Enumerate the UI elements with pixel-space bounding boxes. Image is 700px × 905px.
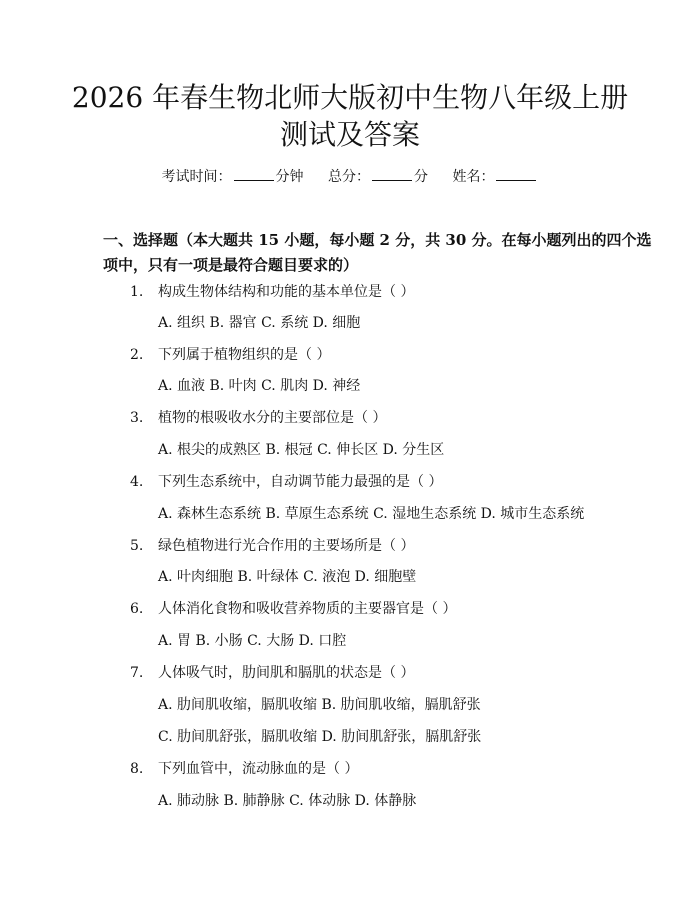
exam-meta bbox=[0, 168, 700, 186]
question-number: 6. bbox=[130, 601, 144, 617]
question-number: 1. bbox=[130, 284, 144, 300]
total-score bbox=[328, 168, 428, 186]
question-3 bbox=[130, 409, 650, 427]
question-6-options: A. 胃 B. 小肠 C. 大肠 D. 口腔 bbox=[158, 633, 347, 649]
page-title-line-1: 2026 年春生物北师大版初中生物八年级上册 bbox=[71, 81, 629, 114]
question-text: 下列血管中，流动脉血的是（ ） bbox=[158, 761, 359, 777]
question-text: 绿色植物进行光合作用的主要场所是（ ） bbox=[158, 538, 415, 554]
question-text: 人体吸气时，肋间肌和膈肌的状态是（ ） bbox=[158, 665, 415, 681]
total-score-blank bbox=[372, 168, 412, 181]
question-4-options: A. 森林生态系统 B. 草原生态系统 C. 湿地生态系统 D. 城市生态系统 bbox=[158, 506, 585, 522]
question-5-options: A. 叶肉细胞 B. 叶绿体 C. 液泡 D. 细胞壁 bbox=[158, 569, 417, 585]
exam-time-label: 考试时间： bbox=[161, 169, 232, 185]
total-score-unit: 分 bbox=[414, 169, 428, 185]
question-number: 5. bbox=[130, 538, 144, 554]
question-text: 构成生物体结构和功能的基本单位是（ ） bbox=[158, 284, 415, 300]
exam-time bbox=[162, 168, 304, 186]
question-number: 3. bbox=[130, 410, 144, 426]
question-3-options: A. 根尖的成熟区 B. 根冠 C. 伸长区 D. 分生区 bbox=[158, 442, 445, 458]
page-title-line-2: 测试及答案 bbox=[279, 118, 420, 151]
exam-time-blank bbox=[234, 168, 274, 181]
question-7-options-line-2: C. 肋间肌舒张，膈肌收缩 D. 肋间肌舒张，膈肌舒张 bbox=[158, 729, 482, 745]
total-score-label: 总分： bbox=[328, 169, 370, 185]
section-title-choice: 一、选择题（本大题共 15 小题，每小题 2 分，共 30 分。在每小题列出的四个选项中，只有一项是最符合题目要求的） bbox=[103, 231, 652, 274]
question-4 bbox=[130, 473, 650, 491]
question-8 bbox=[130, 760, 650, 778]
question-6 bbox=[130, 600, 650, 618]
question-5 bbox=[130, 537, 650, 555]
question-1-options: A. 组织 B. 器官 C. 系统 D. 细胞 bbox=[158, 315, 361, 331]
question-number: 4. bbox=[130, 474, 144, 490]
question-number: 2. bbox=[130, 347, 144, 363]
question-text: 植物的根吸收水分的主要部位是（ ） bbox=[158, 410, 387, 426]
question-text: 下列生态系统中，自动调节能力最强的是（ ） bbox=[158, 474, 443, 490]
question-7 bbox=[130, 664, 650, 682]
student-name-label: 姓名： bbox=[452, 169, 495, 185]
exam-time-unit: 分钟 bbox=[275, 169, 304, 185]
question-1 bbox=[130, 283, 650, 301]
student-name bbox=[452, 168, 538, 186]
question-number: 7. bbox=[130, 665, 144, 681]
student-name-blank bbox=[496, 168, 536, 181]
question-text: 下列属于植物组织的是（ ） bbox=[158, 347, 331, 363]
question-7-options-line-1: A. 肋间肌收缩，膈肌收缩 B. 肋间肌收缩，膈肌舒张 bbox=[158, 697, 481, 713]
question-8-options: A. 肺动脉 B. 肺静脉 C. 体动脉 D. 体静脉 bbox=[158, 793, 417, 809]
question-text: 人体消化食物和吸收营养物质的主要器官是（ ） bbox=[158, 601, 457, 617]
question-2-options: A. 血液 B. 叶肉 C. 肌肉 D. 神经 bbox=[158, 378, 361, 394]
question-2 bbox=[130, 346, 650, 364]
question-number: 8. bbox=[130, 761, 144, 777]
